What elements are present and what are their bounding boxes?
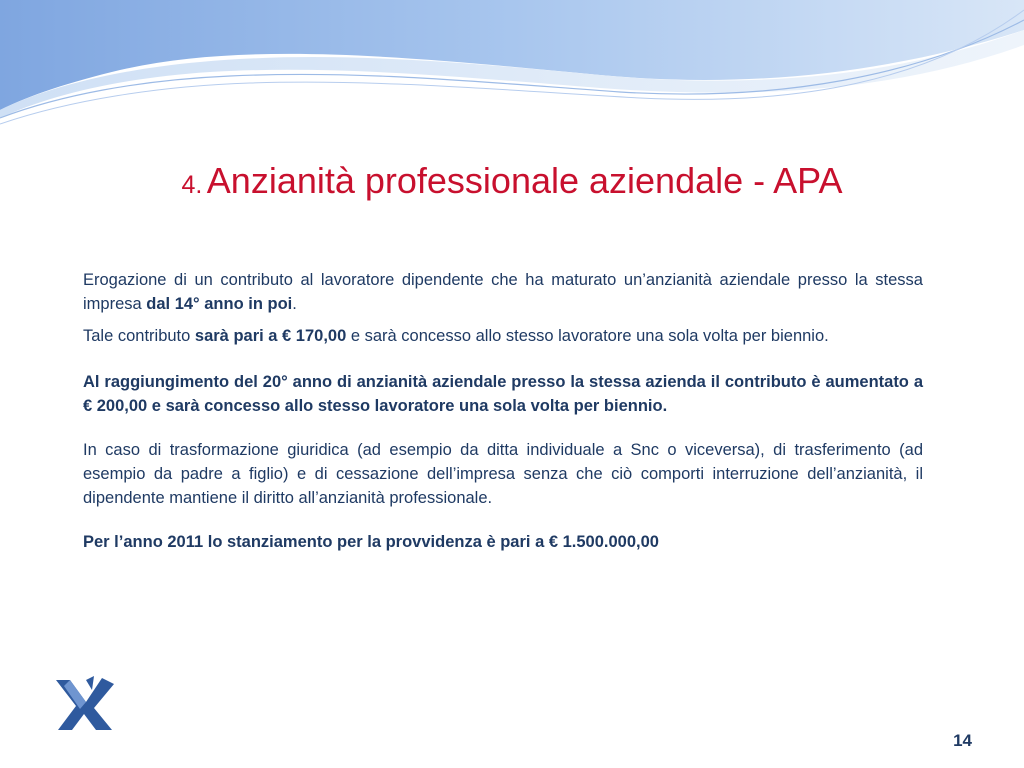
title-number: 4. xyxy=(181,171,203,199)
paragraph-trasformazione: In caso di trasformazione giuridica (ad esempio da ditta individuale a Snc o viceversa), di trasferimento (ad esempio da padre a figlio) e di cessazione dell’impresa senza che ciò comporti interruzione dell’anzianità, il dipendente mantiene il diritto all’anzianità professionale. xyxy=(83,441,923,507)
p1-text: Erogazione di un contributo al lavoratore dipendente che ha maturato un’anzianità aziendale presso la stessa impresa xyxy=(83,271,923,313)
p1-bold: dal 14° anno in poi xyxy=(146,295,293,313)
paragraph-stanziamento: Per l’anno 2011 lo stanziamento per la provvidenza è pari a € 1.500.000,00 xyxy=(83,533,659,551)
slide-title xyxy=(0,160,1024,202)
title-text: Anzianità professionale aziendale - APA xyxy=(206,160,843,201)
p2-text-end: e sarà concesso allo stesso lavoratore una sola volta per biennio. xyxy=(346,327,829,345)
slide-body xyxy=(83,268,923,554)
p2-text: Tale contributo xyxy=(83,327,195,345)
p2-bold: sarà pari a € 170,00 xyxy=(194,327,347,345)
header-wave-decoration xyxy=(0,0,1024,130)
logo-icon xyxy=(56,676,116,732)
paragraph-raggiungimento: Al raggiungimento del 20° anno di anzianità aziendale presso la stessa azienda il contributo è aumentato a € 200,00 e sarà concesso allo stesso lavoratore una sola volta per biennio. xyxy=(83,373,923,415)
paragraph-contributo xyxy=(83,324,923,348)
paragraph-erogazione xyxy=(83,268,923,316)
page-number: 14 xyxy=(953,731,972,750)
p1-end: . xyxy=(292,295,297,313)
